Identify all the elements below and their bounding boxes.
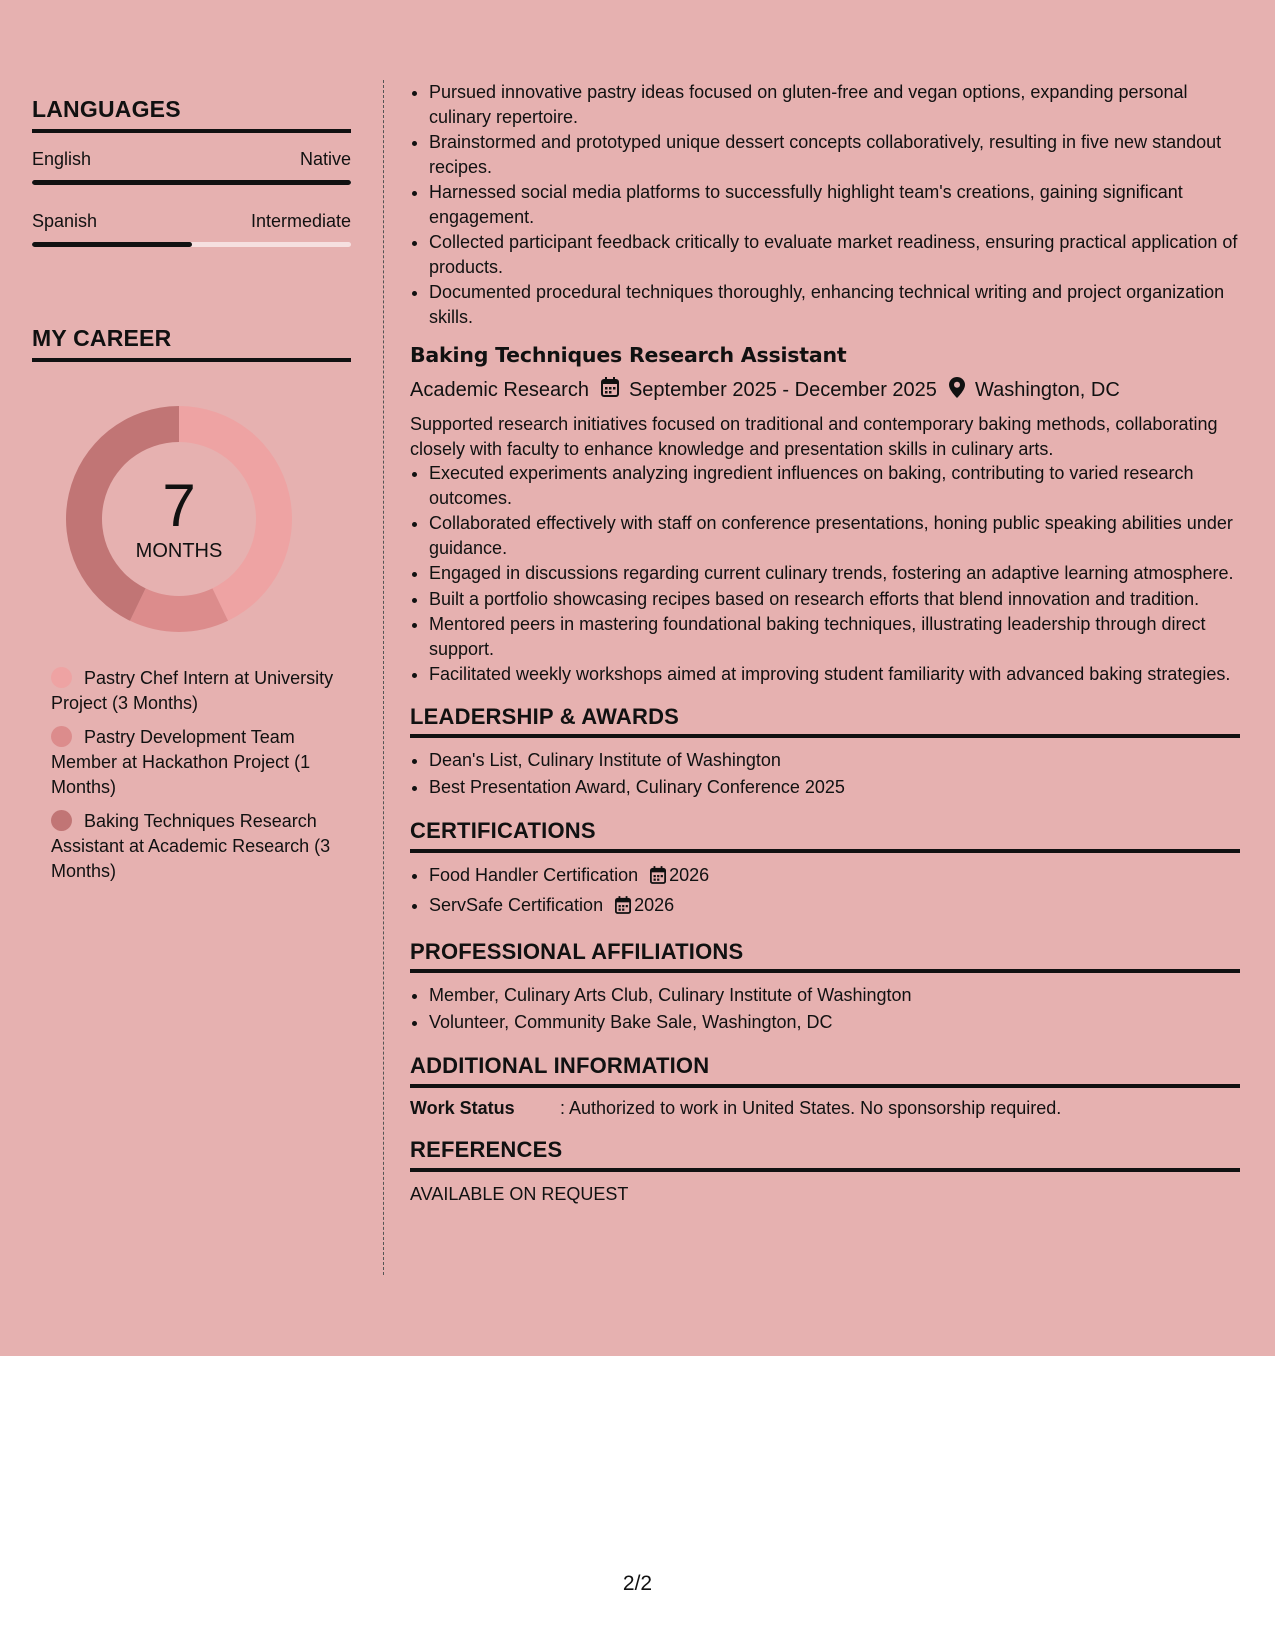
- list-item: • Collaborated effectively with staff on conference presentations, honing public speaking abilities under guidance.: [429, 511, 1240, 560]
- career-legend: [51, 666, 341, 884]
- language-name: Spanish: [32, 211, 98, 231]
- certifications-section: [410, 819, 1240, 922]
- career-legend-item: Baking Techniques Research Assistant at Academic Research (3 Months): [51, 811, 331, 881]
- certifications-heading: CERTIFICATIONS: [410, 819, 1240, 853]
- list-item: • Best Presentation Award, Culinary Conference 2025: [429, 774, 1240, 801]
- language-bar-fill: [32, 242, 192, 247]
- column-divider: [383, 80, 384, 1275]
- legend-dot-icon: [51, 810, 72, 831]
- calendar-icon: [650, 865, 666, 892]
- calendar-icon: [615, 895, 631, 922]
- references-text: AVAILABLE ON REQUEST: [410, 1183, 629, 1204]
- list-item: • Built a portfolio showcasing recipes based on research efforts that blend innovation and tradition.: [429, 587, 1240, 612]
- list-item: • Documented procedural techniques thoroughly, enhancing technical writing and project organization skills.: [429, 280, 1240, 329]
- calendar-icon: [601, 377, 619, 404]
- job-bullets: [410, 461, 1240, 687]
- previous-job-bullets: [410, 80, 1240, 329]
- list-item: • Mentored peers in mastering foundational baking techniques, illustrating leadership through direct support.: [429, 612, 1240, 661]
- language-bar-english: [32, 180, 351, 185]
- career-donut-chart: [66, 406, 292, 632]
- list-item: • Engaged in discussions regarding current culinary trends, fostering an adaptive learning atmosphere.: [429, 561, 1240, 586]
- language-level: Native: [299, 149, 351, 169]
- additional-info-heading: ADDITIONAL INFORMATION: [410, 1054, 1240, 1088]
- languages-heading: LANGUAGES: [32, 96, 351, 133]
- list-item: • Dean's List, Culinary Institute of Washington: [429, 747, 1240, 774]
- list-item: • Volunteer, Community Bake Sale, Washington, DC: [429, 1009, 1240, 1036]
- language-level: Intermediate: [250, 211, 351, 231]
- leadership-section: [410, 705, 1240, 802]
- list-item: • Brainstormed and prototyped unique dessert concepts collaboratively, resulting in five new standout recipes.: [429, 130, 1240, 179]
- sidebar: [32, 96, 351, 893]
- language-row-spanish: [32, 211, 351, 232]
- legend-dot-icon: [51, 667, 72, 688]
- language-bar-fill: [32, 180, 351, 185]
- language-row-english: [32, 149, 351, 170]
- work-status-value: : Authorized to work in United States. No sponsorship required.: [560, 1097, 1062, 1118]
- job-summary: Supported research initiatives focused on traditional and contemporary baking methods, collaborating closely with faculty to enhance knowledge and presentation skills in culinary arts.: [410, 414, 1218, 459]
- list-item: • Food Handler Certification 2026: [429, 862, 1240, 892]
- career-legend-item: Pastry Development Team Member at Hackathon Project (1 Months): [51, 727, 311, 797]
- list-item: • ServSafe Certification 2026: [429, 892, 1240, 922]
- donut-unit: MONTHS: [135, 540, 223, 562]
- legend-dot-icon: [51, 726, 72, 747]
- references-heading: REFERENCES: [410, 1138, 1240, 1172]
- list-item: • Collected participant feedback critically to evaluate market readiness, ensuring practical application of products.: [429, 230, 1240, 279]
- career-heading: MY CAREER: [32, 325, 351, 362]
- affiliations-section: [410, 940, 1240, 1037]
- list-item: • Facilitated weekly workshops aimed at improving student familiarity with advanced baking strategies.: [429, 662, 1240, 687]
- language-bar-spanish: [32, 242, 351, 247]
- job-meta: [410, 377, 1240, 405]
- donut-total: 7: [162, 472, 196, 539]
- references-section: [410, 1138, 1240, 1206]
- list-item: • Harnessed social media platforms to successfully highlight team's creations, gaining significant engagement.: [429, 180, 1240, 229]
- affiliations-heading: PROFESSIONAL AFFILIATIONS: [410, 940, 1240, 974]
- job-dates: September 2025 - December 2025: [628, 379, 937, 401]
- job-title: Baking Techniques Research Assistant: [410, 343, 847, 367]
- page-number: 2/2: [622, 1572, 653, 1595]
- job-location: Washington, DC: [974, 379, 1120, 401]
- work-status-row: [410, 1096, 1240, 1121]
- donut-center: [66, 406, 292, 632]
- work-status-label: Work Status: [410, 1097, 515, 1118]
- language-name: English: [32, 149, 92, 169]
- additional-info-section: [410, 1054, 1240, 1120]
- career-legend-item: Pastry Chef Intern at University Project (3 Months): [51, 668, 334, 713]
- leadership-heading: LEADERSHIP & AWARDS: [410, 705, 1240, 739]
- job-company: Academic Research: [410, 379, 589, 401]
- map-pin-icon: [949, 377, 965, 405]
- main-column: [410, 80, 1240, 1206]
- list-item: • Pursued innovative pastry ideas focused on gluten-free and vegan options, expanding personal culinary repertoire.: [429, 80, 1240, 129]
- list-item: • Executed experiments analyzing ingredient influences on baking, contributing to varied research outcomes.: [429, 461, 1240, 510]
- list-item: • Member, Culinary Arts Club, Culinary Institute of Washington: [429, 982, 1240, 1009]
